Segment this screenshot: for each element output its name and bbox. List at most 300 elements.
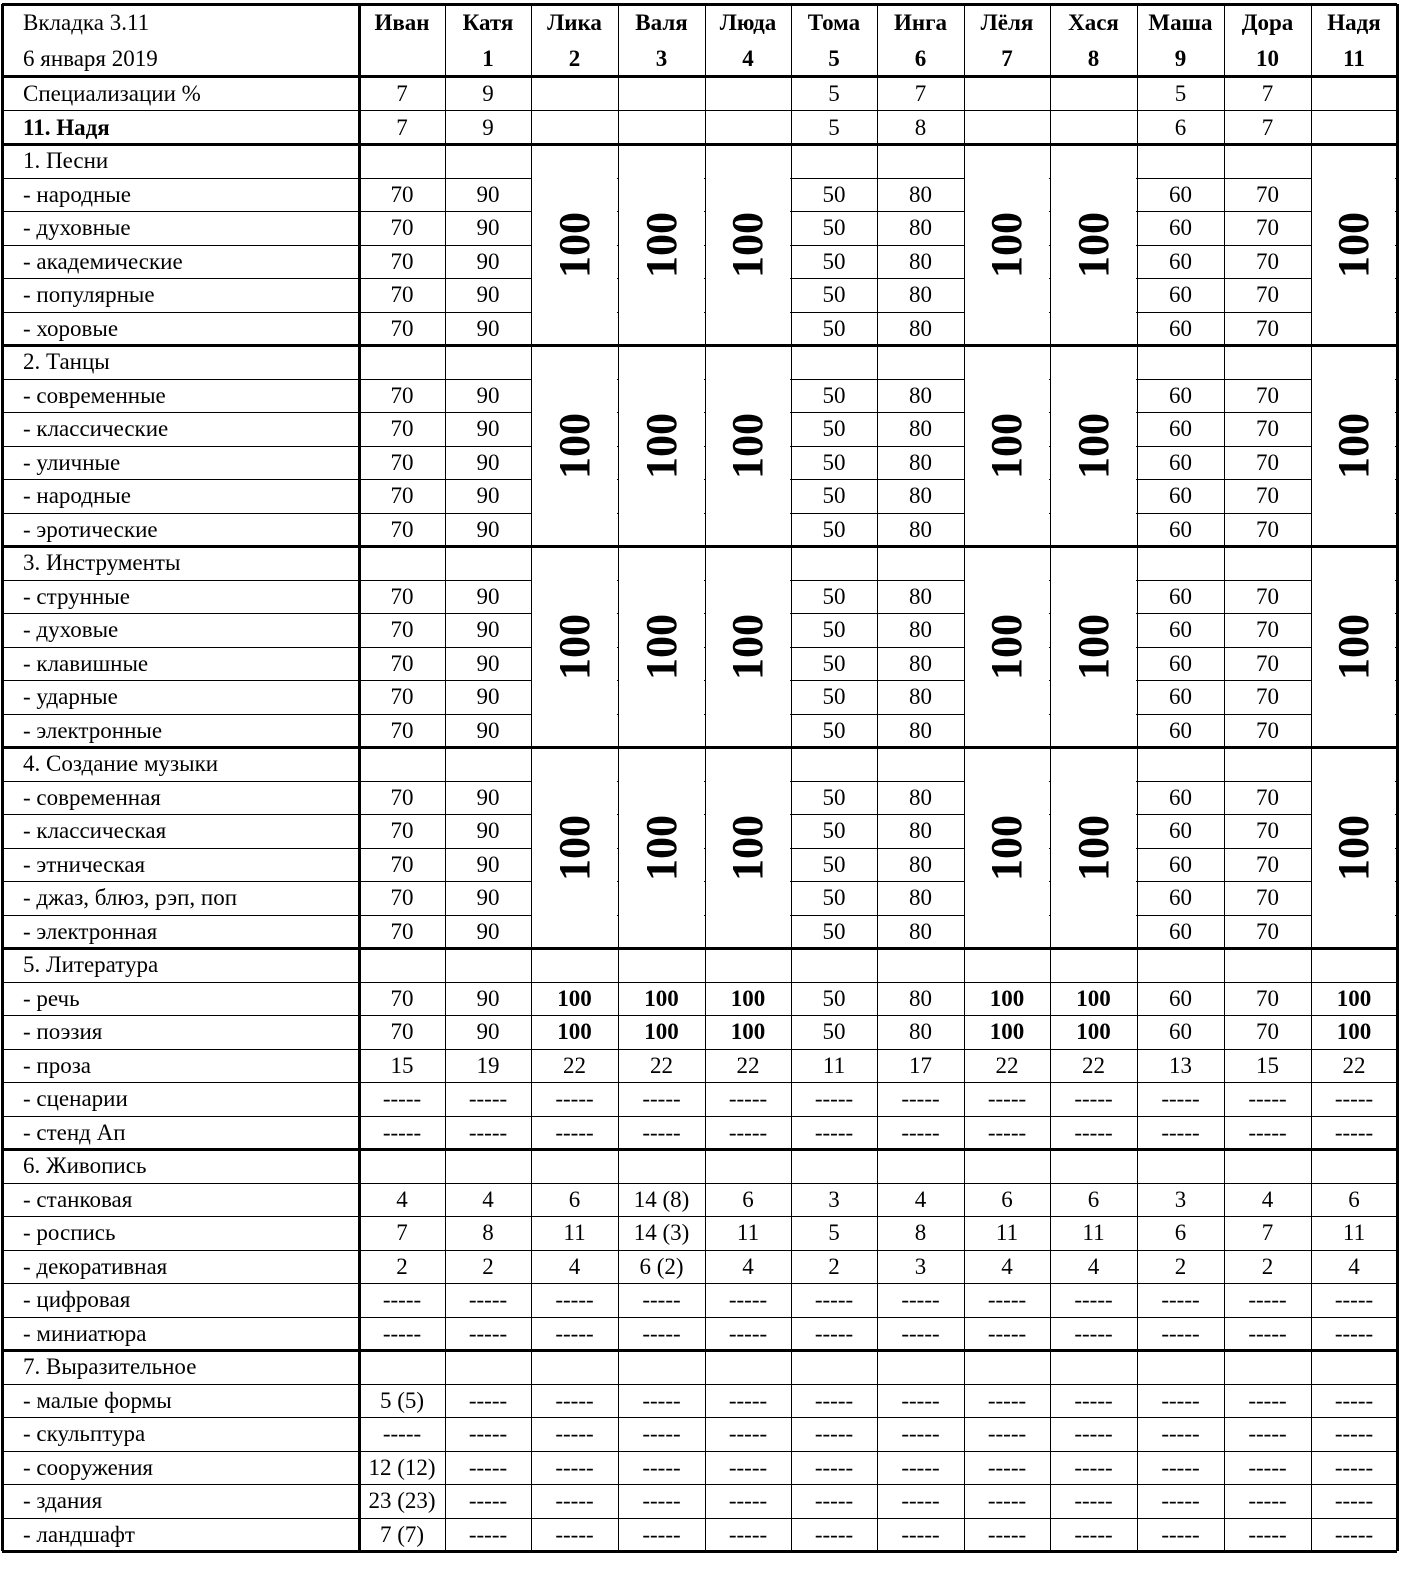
table-cell: 6 [1087,1186,1100,1212]
table-cell: ----- [642,1421,681,1447]
table-cell: 70 [1256,483,1279,509]
table-cell: ----- [901,1421,940,1447]
merged-value-text: 100 [723,613,772,680]
column-header-number [359,40,445,76]
row-label: 11. Надя [23,114,110,140]
merged-value-text: 100 [723,211,772,278]
table-cell: 70 [1256,248,1279,274]
table-cell: 100 [989,985,1025,1011]
table-cell: ----- [555,1119,594,1145]
table-cell: 90 [476,918,500,944]
table-cell: 80 [909,315,932,341]
table-cell: 80 [909,483,932,509]
grid-line-vertical [358,4,361,1551]
grid-line-horizontal [2,1518,1397,1519]
column-header-name: Катя [462,9,514,35]
table-cell: 50 [822,516,846,542]
merged-cell-vertical [532,347,617,544]
table-cell: 90 [476,583,500,609]
row-label: - академические [23,248,183,274]
table-cell: 4 [914,1186,927,1212]
table-cell: 17 [909,1052,932,1078]
table-cell: ----- [1334,1521,1374,1547]
table-cell: 80 [909,583,932,609]
row-label: - ударные [23,684,118,710]
table-cell: ----- [1248,1387,1287,1413]
table-cell: 90 [476,684,500,710]
table-cell: ----- [728,1521,768,1547]
table-cell: ----- [814,1521,854,1547]
table-cell: ----- [728,1454,768,1480]
table-cell: 70 [390,985,414,1011]
table-cell [964,76,1050,110]
section-title-row [0,1149,1412,1183]
table-cell: 60 [1169,818,1192,844]
merged-value-text: 100 [1328,613,1378,680]
table-cell: 70 [1256,382,1279,408]
grid-line-horizontal [2,1417,1397,1418]
table-cell: 70 [390,449,414,475]
table-cell: 2 [482,1253,494,1279]
section-title: 3. Инструменты [23,550,181,576]
merged-value-text: 100 [1328,211,1378,278]
row-label: - сценарии [23,1086,128,1112]
table-cell: 70 [1256,650,1279,676]
table-cell: 70 [390,851,414,877]
grid-line-vertical [877,4,878,1551]
table-cell: 90 [476,650,500,676]
merged-value-text: 100 [636,613,686,680]
table-cell: 70 [1256,416,1279,442]
section-title: 5. Литература [23,952,159,978]
merged-value-text: 100 [549,613,599,680]
table-cell: 70 [1256,215,1279,241]
grid-line-horizontal [2,982,1397,983]
table-cell: 70 [390,717,414,743]
table-cell: 80 [909,784,932,810]
merged-value-text: 100 [982,412,1031,479]
table-cell: 4 [1087,1253,1100,1279]
table-cell: 14 (3) [633,1220,690,1246]
table-cell: ----- [1161,1287,1200,1313]
table-row [0,1484,1412,1518]
table-cell: 80 [909,516,932,542]
table-cell: 100 [644,985,679,1011]
merged-cell-vertical [619,548,704,745]
table-cell: ----- [987,1320,1027,1346]
table-cell: 6 (2) [639,1253,684,1279]
table-cell: ----- [642,1521,681,1547]
table-cell: ----- [987,1387,1027,1413]
table-cell: ----- [1334,1287,1374,1313]
table-cell: ----- [901,1287,940,1313]
table-cell: ----- [555,1387,594,1413]
table-cell: 70 [1256,516,1279,542]
table-cell [1050,110,1137,144]
table-cell: 90 [476,985,500,1011]
table-row [0,1250,1412,1284]
table-cell: ----- [1161,1421,1200,1447]
table-cell: 50 [822,784,846,810]
table-row [0,1015,1412,1049]
grid-line-horizontal [2,1148,1397,1151]
row-label: - уличные [23,449,121,475]
table-cell: 4 [1261,1186,1274,1212]
table-cell: 70 [390,516,414,542]
row-label: - классические [23,416,169,442]
table-cell: ----- [642,1488,681,1514]
grid-line-horizontal [2,1550,1397,1553]
row-label: - хоровые [23,315,119,341]
table-cell: ----- [728,1119,768,1145]
table-cell: ----- [642,1320,681,1346]
table-cell: 3 [828,1186,840,1212]
table-cell: 60 [1169,650,1192,676]
table-cell: ----- [555,1454,594,1480]
table-cell: 60 [1169,684,1192,710]
section-title: 2. Танцы [23,349,110,375]
table-row [0,982,1412,1016]
column-header-name: Лика [547,9,602,35]
table-cell: ----- [987,1454,1027,1480]
table-cell: ----- [1074,1287,1113,1313]
row-label: - здания [23,1488,103,1514]
grid-line-horizontal [2,1082,1397,1083]
table-cell: 90 [476,315,500,341]
table-cell: 60 [1169,617,1192,643]
grid-line-vertical [1396,4,1399,1551]
table-cell: 5 [1174,80,1187,106]
table-cell: 9 [482,80,494,106]
table-cell: ----- [987,1119,1027,1145]
table-row [0,1183,1412,1217]
row-label: Специализации % [23,80,201,106]
section-title: 6. Живопись [23,1153,147,1179]
table-cell [705,110,791,144]
merged-value-text: 100 [636,412,686,479]
table-cell: 80 [909,416,932,442]
table-cell: 60 [1169,282,1192,308]
grid-line-horizontal [2,75,1397,78]
table-cell: ----- [1334,1320,1374,1346]
merged-value-text: 100 [982,814,1031,881]
merged-cell-vertical [1312,146,1395,343]
table-cell: 7 (7) [379,1521,425,1547]
merged-cell-vertical [965,347,1049,544]
row-label: - духовные [23,215,131,241]
column-header-number: 5 [828,45,840,71]
table-cell: 60 [1169,215,1192,241]
table-cell: 6 [1174,114,1187,140]
row-label: - стенд Ап [23,1119,126,1145]
table-cell: ----- [1248,1521,1287,1547]
table-cell: 60 [1169,1019,1192,1045]
merged-value-text: 100 [1068,211,1118,278]
table-cell: ----- [1074,1421,1113,1447]
table-row [0,1451,1412,1485]
table-cell: 70 [1256,717,1279,743]
table-cell: ----- [1074,1488,1113,1514]
table-cell: 90 [476,516,500,542]
table-cell: ----- [1248,1086,1287,1112]
table-cell: 50 [822,215,846,241]
table-cell: 50 [822,416,846,442]
table-cell: 15 [1256,1052,1279,1078]
table-cell: ----- [987,1488,1027,1514]
table-cell: 90 [476,181,500,207]
table-cell: ----- [814,1086,854,1112]
merged-cell-vertical [532,548,617,745]
table-cell: ----- [555,1320,594,1346]
table-cell: 100 [1336,1019,1372,1045]
row-label: - скульптура [23,1421,146,1447]
table-cell: 7 [1261,80,1274,106]
table-cell: 100 [557,1019,592,1045]
table-cell: 80 [909,215,932,241]
column-header-name: Лёля [980,9,1034,35]
column-header-number: 8 [1087,45,1100,71]
table-cell: ----- [555,1086,594,1112]
table-cell: 60 [1169,181,1192,207]
merged-value-text: 100 [1328,814,1378,881]
grid-line-horizontal [2,947,1397,950]
row-label: - современная [23,784,161,810]
table-row [0,1082,1412,1116]
row-label: - миниатюра [23,1320,147,1346]
section-title-row [0,1350,1412,1384]
table-cell: 14 (8) [633,1186,690,1212]
table-cell: ----- [987,1521,1027,1547]
table-cell: ----- [642,1454,681,1480]
table-cell [531,76,618,110]
table-cell: 70 [390,215,414,241]
table-cell: 11 [1082,1220,1105,1246]
grid-line-horizontal [2,1451,1397,1452]
table-cell: ----- [728,1421,768,1447]
column-header-name: Инга [893,9,948,35]
table-cell: ----- [468,1421,508,1447]
table-cell: 50 [822,483,846,509]
table-cell: 70 [1256,851,1279,877]
merged-value-text: 100 [549,412,599,479]
table-cell: 50 [822,885,846,911]
merged-cell-vertical [1312,749,1395,946]
grid-line-horizontal [2,1183,1397,1184]
table-cell: ----- [728,1320,768,1346]
table-cell: ----- [468,1454,508,1480]
table-cell: 23 (23) [368,1488,436,1514]
table-cell: 60 [1169,583,1192,609]
table-cell: ----- [468,1387,508,1413]
column-header-name: Маша [1148,9,1213,35]
table-cell: 60 [1169,248,1192,274]
table-cell [531,110,618,144]
table-cell: ----- [1248,1287,1287,1313]
table-cell [618,110,705,144]
table-cell: 90 [476,717,500,743]
table-cell: 80 [909,851,932,877]
section-title-row [0,948,1412,982]
merged-cell-vertical [619,749,704,946]
sheet-title: Вкладка 3.11 [23,9,150,35]
grid-line-horizontal [2,1015,1397,1016]
table-cell: 100 [730,1019,766,1045]
merged-cell-vertical [1312,347,1395,544]
table-cell: 22 [1082,1052,1105,1078]
table-cell: 19 [476,1052,500,1078]
table-cell: 7 [914,80,927,106]
table-cell: ----- [468,1488,508,1514]
table-cell: 50 [822,248,846,274]
table-cell: 4 [742,1253,754,1279]
merged-value-text: 100 [1068,412,1118,479]
table-cell: ----- [901,1488,940,1514]
column-header-name: Дора [1241,9,1294,35]
spec-row [0,76,1412,110]
row-label: - популярные [23,282,155,308]
table-cell: ----- [901,1119,940,1145]
table-cell: 90 [476,382,500,408]
table-cell: 70 [390,483,414,509]
table-cell: ----- [1334,1387,1374,1413]
table-cell: 50 [822,985,846,1011]
column-header-name: Тома [807,9,861,35]
grid-line-horizontal [2,1250,1397,1251]
table-cell: ----- [382,1421,422,1447]
header-numbers-row [0,40,1412,76]
column-header-name: Валя [635,9,688,35]
table-cell: 100 [989,1019,1025,1045]
table-cell: 6 [742,1186,754,1212]
row-label: - сооружения [23,1454,154,1480]
table-cell: ----- [382,1086,422,1112]
table-cell: 3 [914,1253,927,1279]
table-cell: 100 [557,985,592,1011]
table-cell: ----- [382,1320,422,1346]
table-cell: ----- [1334,1454,1374,1480]
row-label: - ландшафт [23,1521,135,1547]
table-cell: ----- [728,1387,768,1413]
table-cell: ----- [987,1086,1027,1112]
merged-value-text: 100 [1328,412,1378,479]
sheet-date: 6 января 2019 [23,45,158,71]
row-label: - классическая [23,818,167,844]
row-label: - этническая [23,851,146,877]
merged-value-text: 100 [723,814,772,881]
table-cell: ----- [1334,1086,1374,1112]
table-cell: 70 [1256,885,1279,911]
table-cell: 13 [1169,1052,1192,1078]
table-cell: ----- [1161,1119,1200,1145]
table-cell: ----- [987,1287,1027,1313]
grid-line-horizontal [2,3,1397,6]
table-cell: 22 [995,1052,1019,1078]
table-cell: 11 [1342,1220,1366,1246]
table-cell: 4 [1001,1253,1013,1279]
table-cell: 90 [476,483,500,509]
merged-cell-vertical [1051,347,1136,544]
table-cell: 6 [1348,1186,1360,1212]
table-cell: ----- [1074,1320,1113,1346]
table-cell: 4 [568,1253,581,1279]
table-cell: 80 [909,885,932,911]
table-cell: 70 [390,1019,414,1045]
row-label: - народные [23,483,131,509]
table-cell: 50 [822,583,846,609]
table-cell: 15 [390,1052,414,1078]
table-cell: 7 [396,114,408,140]
table-cell: 5 (5) [379,1387,425,1413]
merged-cell-vertical [965,548,1049,745]
table-cell: ----- [1161,1320,1200,1346]
table-row [0,1283,1412,1317]
table-cell: 5 [828,1220,840,1246]
row-label: - народные [23,181,131,207]
table-cell: 7 [396,1220,408,1246]
table-cell: 12 (12) [368,1454,436,1480]
column-header-number: 10 [1256,45,1279,71]
table-cell: 50 [822,851,846,877]
table-cell: ----- [468,1119,508,1145]
table-cell: ----- [642,1287,681,1313]
table-cell: 80 [909,717,932,743]
table-cell: 70 [1256,449,1279,475]
table-cell: 90 [476,617,500,643]
table-cell [705,76,791,110]
table-cell: 60 [1169,784,1192,810]
table-cell: 22 [650,1052,673,1078]
grid-line-horizontal [2,1317,1397,1318]
merged-cell-vertical [1051,146,1136,343]
table-cell: ----- [814,1387,854,1413]
table-cell: ----- [901,1387,940,1413]
table-cell [618,76,705,110]
column-header-number: 6 [914,45,927,71]
table-cell: ----- [901,1521,940,1547]
table-cell: 70 [390,583,414,609]
table-cell: 8 [914,114,927,140]
table-cell: 60 [1169,885,1192,911]
row-label: - электронные [23,717,163,743]
merged-value-text: 100 [723,412,772,479]
table-cell: 60 [1169,315,1192,341]
table-cell: 90 [476,851,500,877]
grid-line-horizontal [2,1384,1397,1385]
merged-cell-vertical [619,347,704,544]
table-cell: 70 [1256,181,1279,207]
table-cell: 60 [1169,717,1192,743]
table-row [0,1049,1412,1083]
row-label: - малые формы [23,1387,172,1413]
table-cell: 70 [1256,583,1279,609]
table-cell: ----- [1334,1488,1374,1514]
merged-cell-vertical [706,749,790,946]
row-label: - станковая [23,1186,133,1212]
table-cell: ----- [1248,1421,1287,1447]
table-cell: 80 [909,617,932,643]
merged-value-text: 100 [636,211,686,278]
column-header-name: Хася [1068,9,1119,35]
table-cell: 70 [390,818,414,844]
merged-value-text: 100 [636,814,686,881]
column-header-name: Иван [374,9,430,35]
table-cell: 8 [914,1220,927,1246]
row-label: - клавишные [23,650,149,676]
row-label: - декоративная [23,1253,168,1279]
table-cell: 60 [1169,985,1192,1011]
grid-line-horizontal [2,1484,1397,1485]
table-cell: ----- [728,1086,768,1112]
